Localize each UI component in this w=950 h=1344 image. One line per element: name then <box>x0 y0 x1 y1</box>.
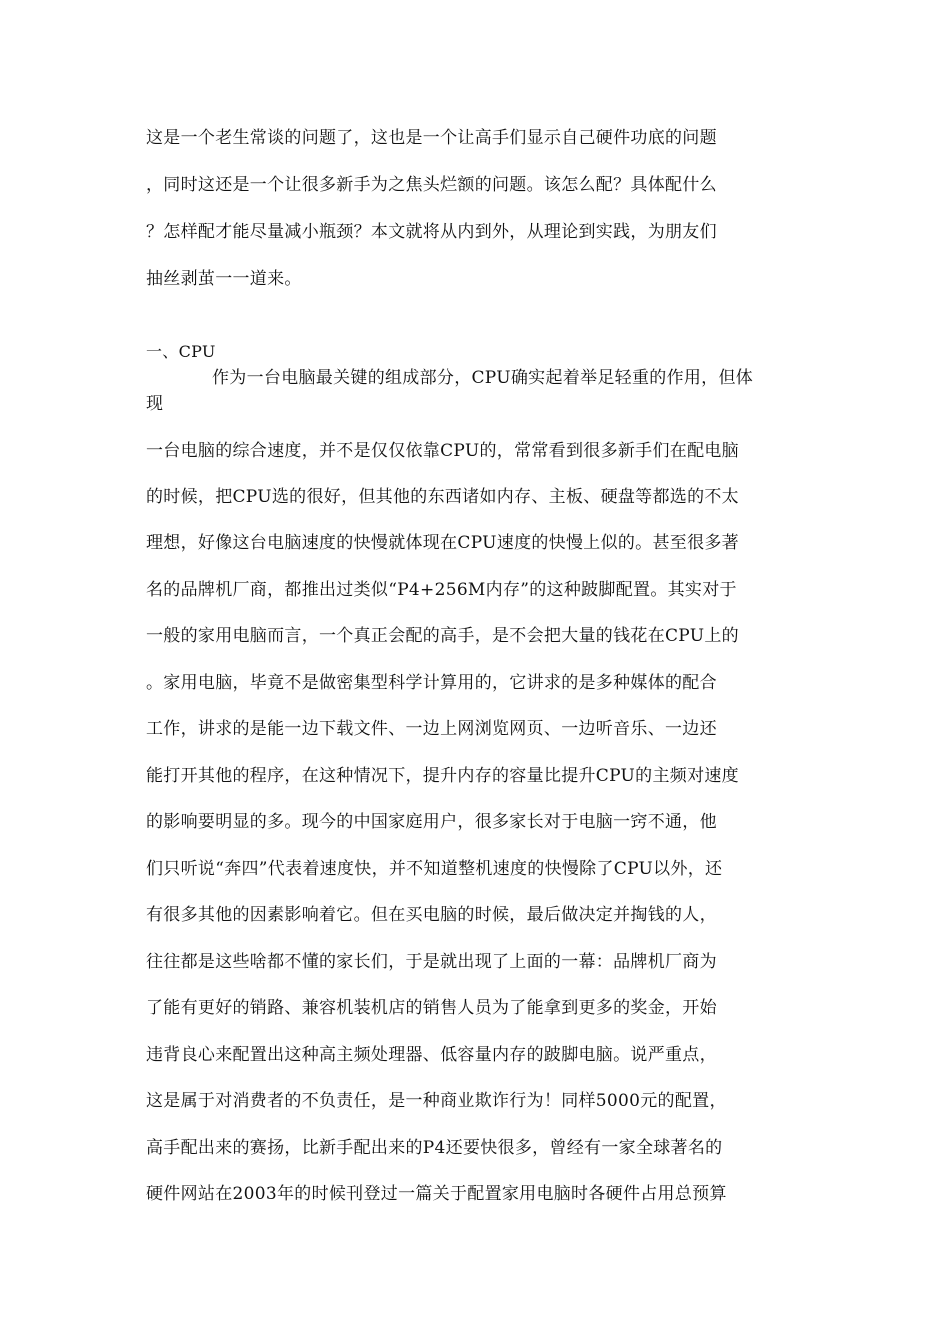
section-heading: 一、CPU <box>146 342 216 361</box>
body-line-1: 作为一台电脑最关键的组成部分，CPU确实起着举足轻重的作用，但体 <box>212 368 754 388</box>
body-line-14: 往往都是这些啥都不懂的家长们，于是就出现了上面的一幕：品牌机厂商为 <box>146 952 717 972</box>
body-line-13: 有很多其他的因素影响着它。但在买电脑的时候，最后做决定并掏钱的人， <box>146 905 717 925</box>
intro-line-3: ？怎样配才能尽量减小瓶颈？本文就将从内到外，从理论到实践，为朋友们 <box>146 222 717 242</box>
body-line-17: 这是属于对消费者的不负责任，是一种商业欺诈行为！同样5000元的配置， <box>146 1091 727 1111</box>
intro-line-2: ，同时这还是一个让很多新手为之焦头烂额的问题。该怎么配？具体配什么 <box>146 175 717 195</box>
intro-line-1: 这是一个老生常谈的问题了，这也是一个让高手们显示自己硬件功底的问题 <box>146 128 717 148</box>
body-line-6: 名的品牌机厂商，都推出过类似“P4+256M内存”的这种跛脚配置。其实对于 <box>146 580 737 600</box>
body-line-16: 违背良心来配置出这种高主频处理器、低容量内存的跛脚电脑。说严重点， <box>146 1045 717 1065</box>
body-line-15: 了能有更好的销路、兼容机装机店的销售人员为了能拿到更多的奖金，开始 <box>146 998 717 1018</box>
body-line-9: 工作，讲求的是能一边下载文件、一边上网浏览网页、一边听音乐、一边还 <box>146 719 717 739</box>
body-line-10: 能打开其他的程序，在这种情况下，提升内存的容量比提升CPU的主频对速度 <box>146 766 739 786</box>
body-line-19: 硬件网站在2003年的时候刊登过一篇关于配置家用电脑时各硬件占用总预算 <box>146 1184 727 1204</box>
body-line-12: 们只听说“奔四”代表着速度快，并不知道整机速度的快慢除了CPU以外，还 <box>146 859 723 879</box>
body-line-11: 的影响要明显的多。现今的中国家庭用户，很多家长对于电脑一窍不通，他 <box>146 812 717 832</box>
intro-line-4: 抽丝剥茧一一道来。 <box>146 269 302 289</box>
body-line-2: 现 <box>146 394 164 414</box>
body-line-7: 一般的家用电脑而言，一个真正会配的高手，是不会把大量的钱花在CPU上的 <box>146 626 739 646</box>
body-line-18: 高手配出来的赛扬，比新手配出来的P4还要快很多，曾经有一家全球著名的 <box>146 1138 723 1158</box>
body-line-4: 的时候，把CPU选的很好，但其他的东西诸如内存、主板、硬盘等都选的不太 <box>146 487 739 507</box>
body-line-5: 理想，好像这台电脑速度的快慢就体现在CPU速度的快慢上似的。甚至很多著 <box>146 533 739 553</box>
body-line-8: 。家用电脑，毕竟不是做密集型科学计算用的，它讲求的是多种媒体的配合 <box>146 673 717 693</box>
body-line-3: 一台电脑的综合速度，并不是仅仅依靠CPU的，常常看到很多新手们在配电脑 <box>146 441 739 461</box>
